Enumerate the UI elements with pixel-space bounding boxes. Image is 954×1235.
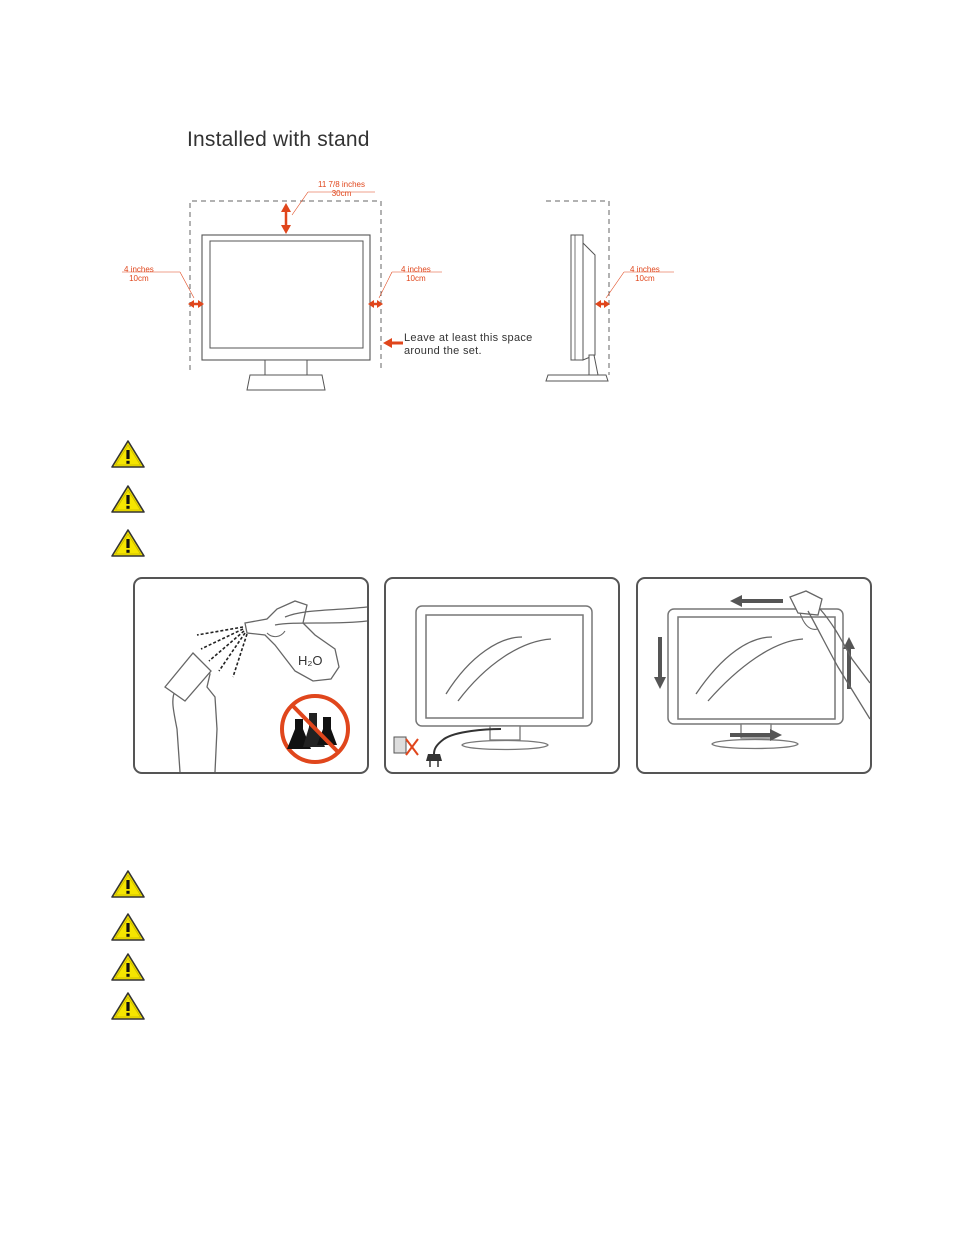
left-clearance-label xyxy=(124,265,154,283)
right-clearance-inches: 4 inches xyxy=(401,265,431,274)
warning-icon xyxy=(110,912,146,942)
clearance-note xyxy=(404,332,533,358)
warning-icon xyxy=(110,952,146,982)
clearance-note-line2: around the set. xyxy=(404,345,482,357)
side-clearance-inches: 4 inches xyxy=(630,265,660,274)
installed-with-stand-heading: Installed with stand xyxy=(187,128,370,151)
warning-icon xyxy=(110,991,146,1021)
warning-icon xyxy=(110,528,146,558)
front-view-clearance-diagram xyxy=(100,170,560,400)
clearance-note-line1: Leave at least this space xyxy=(404,332,533,344)
left-clearance-cm: 10cm xyxy=(129,274,149,283)
cleaning-panel-spray-cloth xyxy=(133,577,369,774)
warning-icon xyxy=(110,484,146,514)
warning-icon xyxy=(110,869,146,899)
side-view-clearance-diagram xyxy=(540,195,690,395)
right-clearance-label xyxy=(401,265,431,283)
side-clearance-cm: 10cm xyxy=(635,274,655,283)
top-clearance-label xyxy=(318,180,365,198)
right-clearance-cm: 10cm xyxy=(406,274,426,283)
cleaning-panel-unplug xyxy=(384,577,620,774)
side-clearance-label xyxy=(630,265,660,283)
warning-icon xyxy=(110,439,146,469)
left-clearance-inches: 4 inches xyxy=(124,265,154,274)
top-clearance-cm: 30cm xyxy=(331,189,352,198)
h2o-label: H₂O xyxy=(298,653,323,668)
top-clearance-inches: 11 7/8 inches xyxy=(318,180,365,189)
cleaning-panel-wipe-screen xyxy=(636,577,872,774)
